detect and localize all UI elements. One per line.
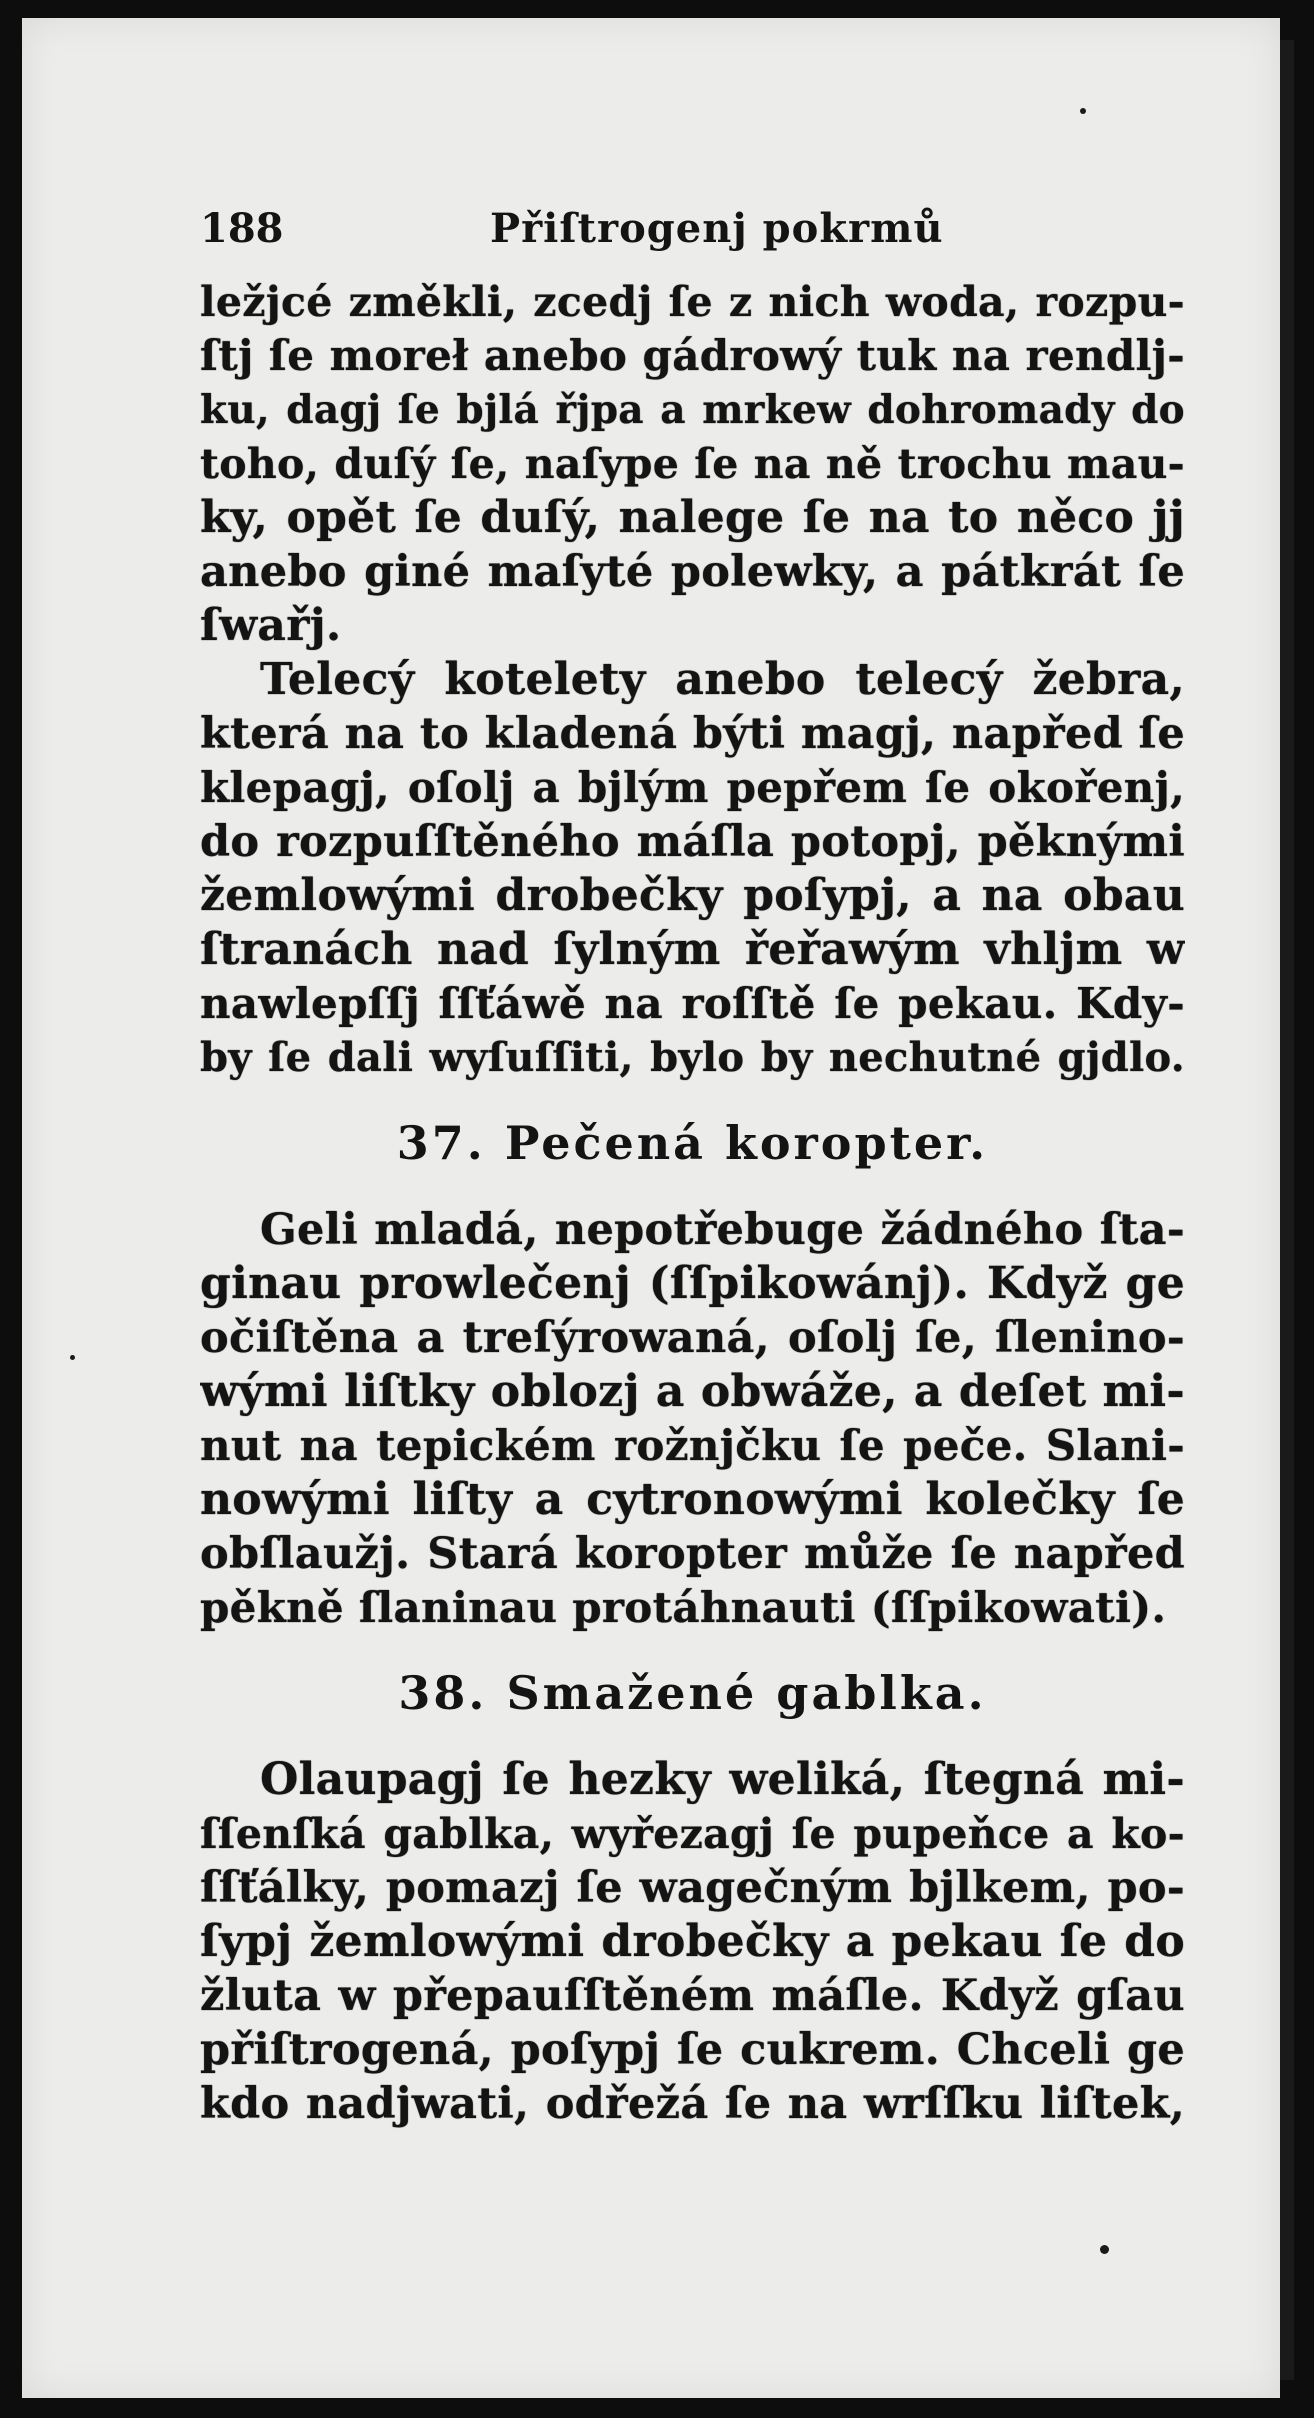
text-line: ſſenſká gablka, wyřezagj ſe pupeňce a ko- [200,1810,1185,1858]
paragraph-2 [200,653,1185,1085]
text-line: ginau prowlečenj (ſſpikowánj). Když ge [200,1258,1185,1309]
text-line: kdo nadjwati, odřežá ſe na wrſſku liſtek, [200,2079,1185,2129]
text-line: ležjcé změkli, zcedj ſe z nich woda, rozpu- [200,278,1185,326]
page-content [200,205,1185,2131]
text-line: anebo giné maſyté polewky, a pátkrát ſe [200,547,1185,597]
text-line: ſtranách nad ſylným řeřawým vhljm w [200,924,1185,975]
section-heading: 38. Smažené gablka. [398,1666,987,1720]
text-line: Geli mladá, nepotřebuge žádného ſta- [260,1205,1185,1255]
text-line: ſypj žemlowými drobečky a pekau ſe do [200,1916,1185,1967]
text-line: wými liſtky oblozj a obwáže, a deſet mi- [200,1366,1185,1417]
text-line: by ſe dali wyſuſſiti, bylo by nechutné gjdlo. [200,1034,1185,1081]
text-line: očiſtěna a treſýrowaná, oſolj ſe, ſlenino- [200,1313,1185,1363]
text-line: přiſtrogená, poſypj ſe cukrem. Chceli ge [200,2025,1185,2075]
text-line: která na to kladená býti magj, napřed ſe [200,709,1185,759]
text-line: ky, opět ſe duſý, nalege ſe na to něco jj [200,492,1185,543]
page-number: 188 [200,205,284,252]
text-line: ſſťálky, pomazj ſe wagečným bjlkem, po- [200,1863,1185,1913]
page-edge-shadow [1280,40,1294,2380]
ink-speck [1100,2245,1109,2254]
text-line: Olaupagj ſe hezky weliká, ſtegná mi- [260,1754,1185,1805]
ink-speck [70,1355,75,1360]
paragraph-4 [200,1753,1185,2131]
ink-speck [1080,108,1086,114]
section-heading: 37. Pečená koropter. [396,1116,989,1170]
text-line: nut na tepickém rožnjčku ſe peče. Slani- [200,1421,1185,1470]
text-line: Telecý kotelety anebo telecý žebra, [260,654,1185,705]
paragraph-3 [200,1203,1185,1635]
text-line: nowými liſty a cytronowými kolečky ſe [200,1474,1185,1525]
page-header [200,205,1185,275]
text-line: ku, dagj ſe bjlá řjpa a mrkew dohromady do [200,387,1185,433]
text-line: obſlaužj. Stará koropter může ſe napřed [200,1529,1185,1579]
text-line: nawlepſſj ſſťáwě na roſſtě ſe pekau. Kdy- [200,979,1185,1028]
text-line: ſwařj. [200,600,342,651]
text-line: ſtj ſe moreł anebo gádrowý tuk na rendlj- [200,331,1185,380]
text-line: pěkně ſlaninau protáhnauti (ſſpikowati). [200,1583,1167,1632]
text-line: do rozpuſſtěného máſla potopj, pěknými [200,817,1185,867]
text-line: žemlowými drobečky poſypj, a na obau [200,870,1185,921]
paragraph-1 [200,275,1185,653]
text-line: toho, duſý ſe, naſype ſe na ně trochu mau- [200,440,1185,488]
running-head: Přiſtrogenj pokrmů [490,205,944,252]
text-line: klepagj, oſolj a bjlým pepřem ſe okořenj, [200,763,1185,812]
text-line: žluta w přepauſſtěném máſle. Když gſau [200,1971,1185,2021]
